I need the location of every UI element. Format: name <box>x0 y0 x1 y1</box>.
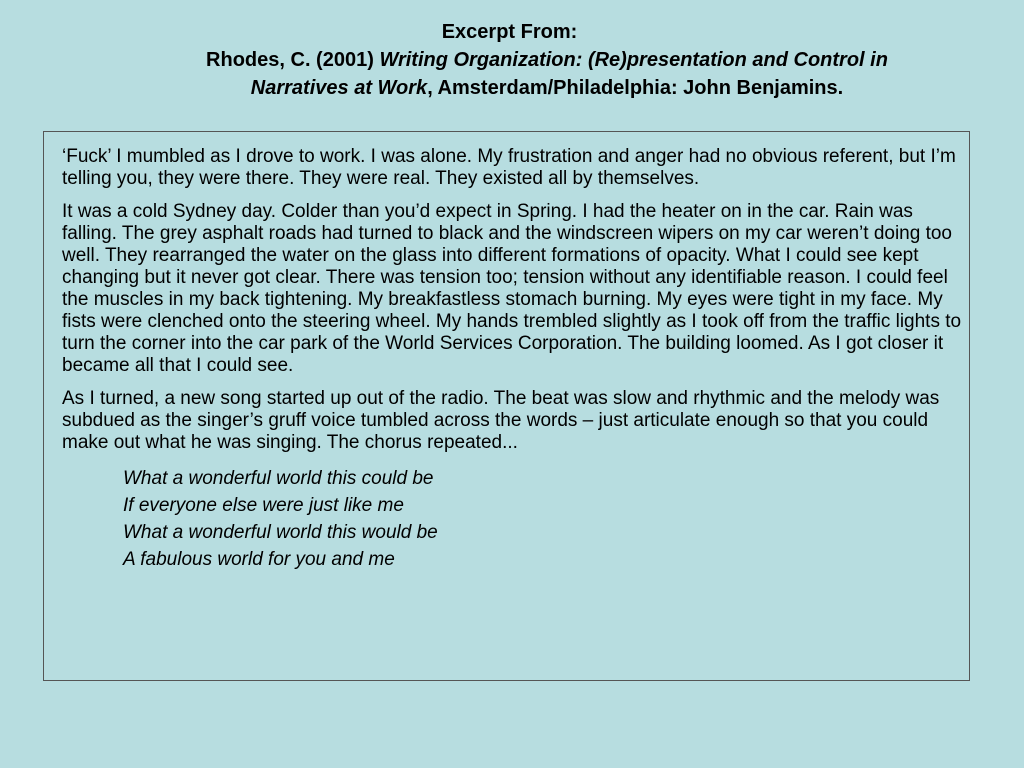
song-verse <box>123 465 962 573</box>
excerpt-label: Excerpt From: <box>441 21 578 43</box>
verse-line-2: If everyone else were just like me <box>123 495 404 516</box>
citation-line-2 <box>100 74 994 102</box>
citation-publisher: , Amsterdam/Philadelphia: John Benjamins. <box>427 77 844 99</box>
verse-line-4: A fabulous world for you and me <box>123 549 395 570</box>
slide-title <box>100 18 994 102</box>
citation-author: Rhodes, C. (2001) <box>206 49 380 71</box>
excerpt-text <box>62 146 962 573</box>
verse-line-3: What a wonderful world this would be <box>123 522 438 543</box>
citation-title-part2: Narratives at Work <box>250 77 428 99</box>
excerpt-paragraph-2: It was a cold Sydney day. Colder than you’d expect in Spring. I had the heater on in the car. Rain was falling. The grey asphalt roads had turned to black and the windscreen wipers on my car weren’t doing too well. They rearranged the water on the glass into different formations of opacity. What I could see kept changing but it never got clear. There was tension too; tension without any identifiable reason. I could feel the muscles in my back tightening. My breakfastless stomach burning. My eyes were tight in my face. My fists were clenched onto the steering wheel. My hands trembled slightly as I took off from the traffic lights to turn the corner into the car park of the World Services Corporation. The building loomed. As I got closer it became all that I could see. <box>62 201 962 376</box>
excerpt-box <box>43 131 970 681</box>
citation-line-1 <box>100 46 994 74</box>
citation-title-part1: Writing Organization: (Re)presentation and Control in <box>379 49 888 71</box>
verse-line-1: What a wonderful world this could be <box>123 468 434 489</box>
excerpt-paragraph-1: ‘Fuck’ I mumbled as I drove to work. I was alone. My frustration and anger had no obvious referent, but I’m telling you, they were there. They were real. They existed all by themselves. <box>62 146 956 189</box>
excerpt-paragraph-3: As I turned, a new song started up out of the radio. The beat was slow and rhythmic and the melody was subdued as the singer’s gruff voice tumbled across the words – just articulate enough so that you could make out what he was singing. The chorus repeated... <box>62 388 940 453</box>
